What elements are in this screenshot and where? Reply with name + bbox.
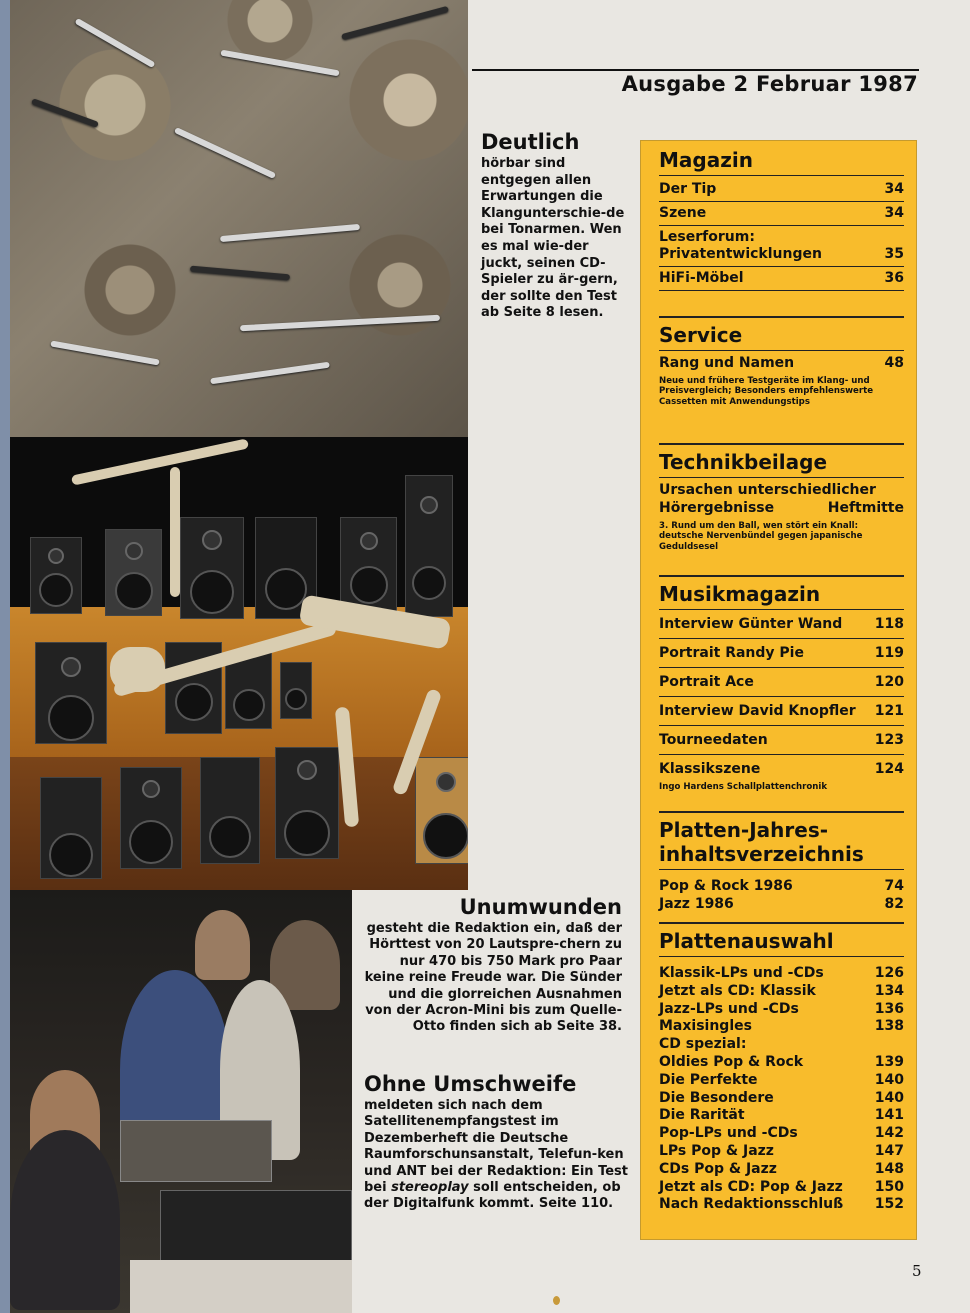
ohne-umschweife-body: meldeten sich nach dem Satellitenempfangstest im Dezemberheft die Deutsche Raumforschunsanstalt, Telefun-ken und ANT bei der Redaktion: Ein Test bei stereoplay soll entscheiden, ob der Digitalfunk kommt. Seite 110.: [364, 1098, 628, 1212]
ohne-umschweife-caption: [364, 1072, 639, 1213]
toc-section-magazin: [659, 142, 904, 291]
toc-entry[interactable]: Die Perfekte 140: [659, 1071, 904, 1088]
deutlich-caption: [481, 130, 631, 322]
print-dot: [553, 1296, 560, 1305]
page-number: 5: [912, 1262, 922, 1280]
listening-test-photo: [10, 890, 352, 1313]
section-title: Musikmagazin: [659, 575, 904, 610]
toc-entry[interactable]: Klassik-LPs und -CDs 126: [659, 965, 904, 981]
toc-entry[interactable]: Portrait Ace 120: [659, 668, 904, 697]
toc-section-plattenauswahl: [659, 922, 904, 1214]
toc-entry[interactable]: Hörergebnisse Heftmitte: [659, 499, 904, 516]
table-of-contents: [640, 140, 917, 1240]
toc-entry[interactable]: Klassikszene 124: [659, 761, 904, 777]
tonearm-fossil-photo: [10, 0, 468, 437]
toc-entry[interactable]: Szene 34: [659, 202, 904, 226]
unumwunden-body: gesteht die Redaktion ein, daß der Hörttest von 20 Lautspre-chern zu nur 470 bis 750 Mark pro Paar keine reine Freude war. Die Sünder und die glorreichen Ausnahmen von der Acron-Mini bis zum Quelle-Otto finden sich ab Seite 38.: [364, 921, 622, 1035]
toc-section-service: [659, 316, 904, 407]
toc-entry[interactable]: Jazz-LPs und -CDs 136: [659, 1000, 904, 1017]
section-title: Plattenauswahl: [659, 922, 904, 957]
dinosaur-speakers-photo: [10, 437, 468, 890]
header-rule: [472, 69, 919, 71]
issue-date: Ausgabe 2 Februar 1987: [621, 72, 918, 96]
toc-entry[interactable]: Tourneedaten 123: [659, 726, 904, 755]
section-title: Magazin: [659, 142, 904, 176]
deutlich-title: Deutlich: [481, 130, 580, 154]
toc-entry[interactable]: Jazz 1986 82: [659, 895, 904, 912]
deutlich-body: hörbar sind entgegen allen Erwartungen die Klangunterschie-de bei Tonarmen. Wen es mal wie-der juckt, seinen CD-Spieler zu är-gern, der sollte den Test ab Seite 8 lesen.: [481, 156, 625, 321]
toc-entry[interactable]: Portrait Randy Pie 119: [659, 639, 904, 668]
toc-entry[interactable]: Jetzt als CD: Klassik 134: [659, 982, 904, 999]
toc-entry[interactable]: Die Besondere 140: [659, 1089, 904, 1106]
toc-entry[interactable]: CDs Pop & Jazz 148: [659, 1160, 904, 1177]
unumwunden-caption: [364, 895, 622, 1036]
toc-entry[interactable]: HiFi-Möbel 36: [659, 267, 904, 291]
section-title: Technikbeilage: [659, 443, 904, 478]
unumwunden-title: Unumwunden: [459, 895, 622, 919]
toc-entry[interactable]: Jetzt als CD: Pop & Jazz 150: [659, 1178, 904, 1195]
toc-entry[interactable]: Ursachen unterschiedlicher: [659, 482, 876, 498]
toc-entry[interactable]: Nach Redaktionsschluß 152: [659, 1196, 904, 1213]
page-edge-strip: [0, 0, 10, 1313]
toc-entry[interactable]: Interview Günter Wand 118: [659, 612, 904, 639]
plattenauswahl-list: [659, 959, 904, 1214]
toc-entry[interactable]: Leserforum: Privatentwicklungen 35: [659, 226, 904, 267]
toc-note: Neue und frühere Testgeräte im Klang- und Preisvergleich; Besonders empfehlenswerte Cassetten mit Anwendungstips: [659, 375, 874, 407]
toc-entry: CD spezial:: [659, 1036, 747, 1053]
section-title: Platten-Jahres- inhaltsverzeichnis: [659, 811, 904, 870]
toc-section-technik: [659, 443, 904, 552]
toc-entry[interactable]: Die Rarität 141: [659, 1107, 904, 1124]
toc-entry[interactable]: Interview David Knopfler 121: [659, 697, 904, 726]
section-title: Service: [659, 316, 904, 351]
toc-entry[interactable]: Pop-LPs und -CDs 142: [659, 1125, 904, 1142]
toc-entry[interactable]: Rang und Namen 48: [659, 355, 904, 371]
toc-section-musik: [659, 575, 904, 792]
toc-note: 3. Rund um den Ball, wen stört ein Knall: deutsche Nervenbündel gegen japanische Geduldsesel: [659, 520, 863, 552]
stereoplay-name: stereoplay: [391, 1180, 469, 1196]
ohne-umschweife-title: Ohne Umschweife: [364, 1072, 577, 1096]
toc-entry[interactable]: Oldies Pop & Rock 139: [659, 1053, 904, 1070]
toc-entry[interactable]: LPs Pop & Jazz 147: [659, 1142, 904, 1159]
toc-note: Ingo Hardens Schallplattenchronik: [659, 781, 828, 792]
toc-entry[interactable]: Der Tip 34: [659, 178, 904, 202]
toc-entry[interactable]: Pop & Rock 1986 74: [659, 878, 904, 894]
toc-entry[interactable]: Maxisingles 138: [659, 1018, 904, 1035]
toc-section-jahres: [659, 811, 904, 914]
